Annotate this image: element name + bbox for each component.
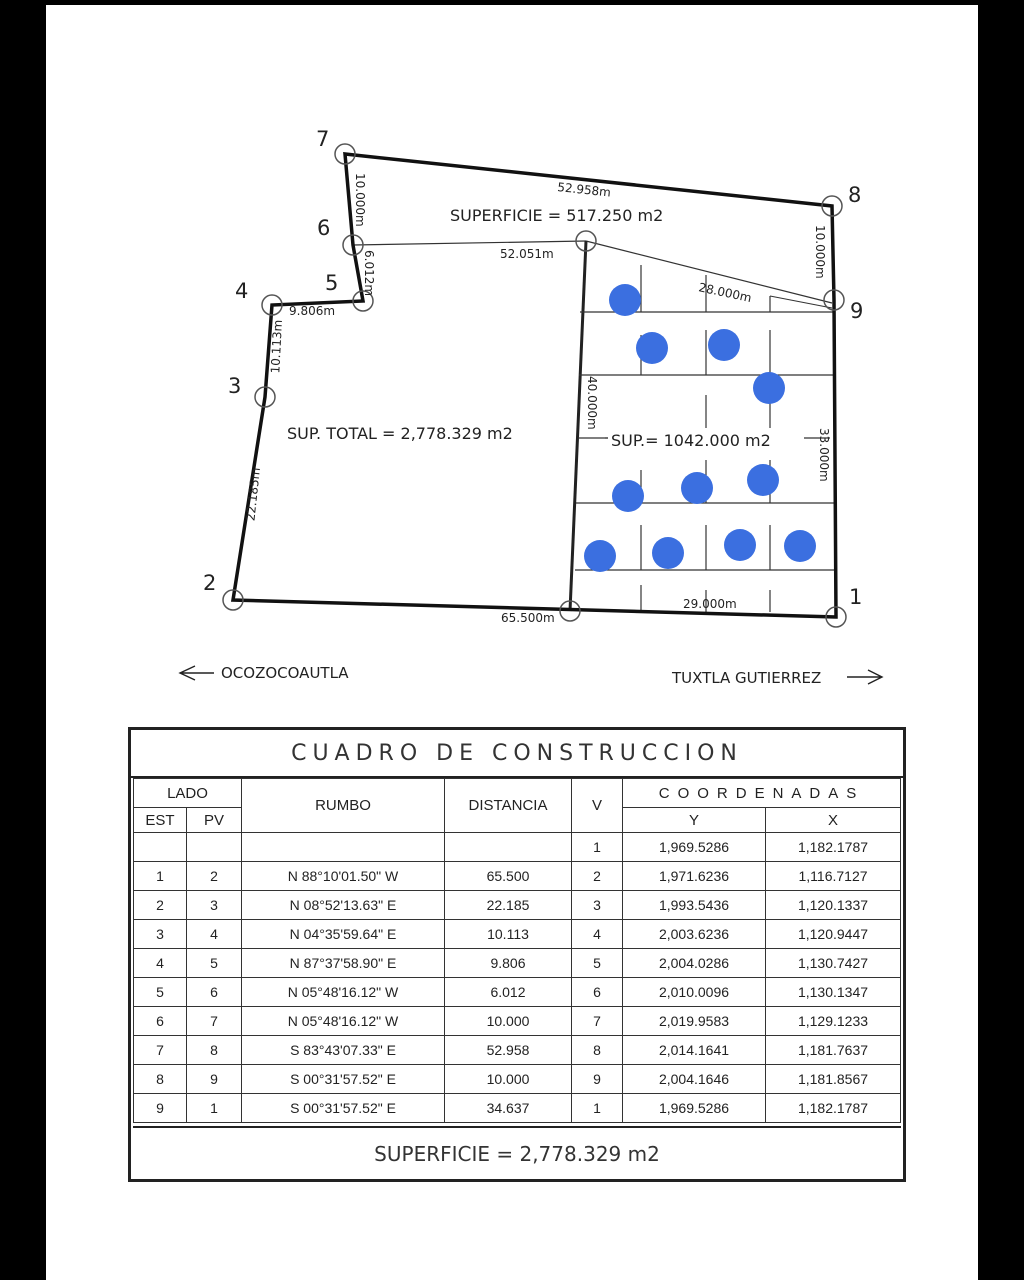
cell-rumbo: N 05°48'16.12" W [242, 1007, 445, 1036]
area-total-label: SUP. TOTAL = 2,778.329 m2 [287, 424, 513, 443]
dim-inner-right: 33.000m [817, 428, 831, 482]
cell-x: 1,116.7127 [766, 862, 901, 891]
cell-x: 1,129.1233 [766, 1007, 901, 1036]
area-upper-label: SUPERFICIE = 517.250 m2 [450, 206, 664, 225]
header-est: EST [134, 808, 187, 833]
cell-distancia: 65.500 [445, 862, 572, 891]
header-coordenadas: COORDENADAS [623, 779, 901, 808]
dim-8-9: 10.000m [813, 225, 827, 279]
cell-pv: 9 [187, 1065, 242, 1094]
cell-est: 8 [134, 1065, 187, 1094]
lot-marker-dot [612, 480, 644, 512]
cell-v: 7 [572, 1007, 623, 1036]
table-row [134, 978, 901, 1007]
lot-marker-dot [681, 472, 713, 504]
dim-inner-bottom: 29.000m [683, 597, 737, 611]
cell-y: 2,019.9583 [623, 1007, 766, 1036]
dim-inner-diagonal: 28.000m [697, 280, 753, 306]
table-row [134, 920, 901, 949]
cell-y: 1,993.5436 [623, 891, 766, 920]
table-row [134, 949, 901, 978]
table-row [134, 862, 901, 891]
cell-v: 9 [572, 1065, 623, 1094]
cell-pv: 7 [187, 1007, 242, 1036]
cell-pv: 5 [187, 949, 242, 978]
arrow-left-icon [180, 666, 214, 680]
cell-pv: 4 [187, 920, 242, 949]
cell-rumbo: S 00°31'57.52" E [242, 1065, 445, 1094]
cell-pv: 6 [187, 978, 242, 1007]
vertex-2-label: 2 [203, 571, 217, 595]
cell-v: 5 [572, 949, 623, 978]
cell-distancia: 34.637 [445, 1094, 572, 1123]
lot-marker-dot [724, 529, 756, 561]
table-row [134, 1065, 901, 1094]
cell-est: 7 [134, 1036, 187, 1065]
table-row [134, 1094, 901, 1123]
header-rumbo: RUMBO [242, 779, 445, 833]
dim-3-4: 10.113m [268, 319, 285, 374]
cell-v: 3 [572, 891, 623, 920]
cell-rumbo: N 88°10'01.50" W [242, 862, 445, 891]
internal-division-line [353, 241, 586, 245]
vertex-3-label: 3 [228, 374, 242, 398]
lot-marker-dot [708, 329, 740, 361]
table-row [134, 833, 901, 862]
table-title: CUADRO DE CONSTRUCCION [131, 730, 903, 778]
cell-x: 1,130.7427 [766, 949, 901, 978]
cell-rumbo [242, 833, 445, 862]
cell-est: 9 [134, 1094, 187, 1123]
cell-x: 1,181.8567 [766, 1065, 901, 1094]
cell-x: 1,120.1337 [766, 891, 901, 920]
arrow-right-icon [847, 670, 882, 684]
cell-rumbo: N 87°37'58.90" E [242, 949, 445, 978]
table-footer-area: SUPERFICIE = 2,778.329 m2 [133, 1126, 901, 1180]
cell-pv: 2 [187, 862, 242, 891]
header-lado: LADO [134, 779, 242, 808]
cell-rumbo: N 08°52'13.63" E [242, 891, 445, 920]
cell-x: 1,130.1347 [766, 978, 901, 1007]
cell-rumbo: N 05°48'16.12" W [242, 978, 445, 1007]
cell-y: 2,014.1641 [623, 1036, 766, 1065]
cell-est: 5 [134, 978, 187, 1007]
cell-v: 4 [572, 920, 623, 949]
cell-distancia: 10.000 [445, 1007, 572, 1036]
cell-y: 1,969.5286 [623, 1094, 766, 1123]
construction-grid [133, 778, 901, 1123]
cell-y: 2,003.6236 [623, 920, 766, 949]
vertex-7-label: 7 [316, 127, 330, 151]
dim-1-2: 65.500m [501, 611, 555, 625]
cell-y: 2,004.1646 [623, 1065, 766, 1094]
cell-x: 1,182.1787 [766, 1094, 901, 1123]
dim-inner-left: 40.000m [585, 376, 599, 430]
cell-pv: 8 [187, 1036, 242, 1065]
lot-marker-dot [584, 540, 616, 572]
lot-marker-dot [636, 332, 668, 364]
header-pv: PV [187, 808, 242, 833]
cell-est: 6 [134, 1007, 187, 1036]
vertex-1-label: 1 [849, 585, 863, 609]
vertex-5-label: 5 [325, 271, 339, 295]
construction-table [128, 727, 906, 1182]
inner-left-boundary [570, 241, 586, 611]
cell-v: 1 [572, 833, 623, 862]
cell-distancia: 10.113 [445, 920, 572, 949]
header-v: V [572, 779, 623, 833]
cell-x: 1,181.7637 [766, 1036, 901, 1065]
vertex-9-label: 9 [850, 299, 864, 323]
cell-x: 1,182.1787 [766, 833, 901, 862]
dim-6-7: 10.000m [353, 173, 367, 227]
cell-distancia: 22.185 [445, 891, 572, 920]
direction-left-label: OCOZOCOAUTLA [221, 664, 349, 682]
direction-left [180, 664, 349, 682]
cell-est: 3 [134, 920, 187, 949]
cell-pv: 3 [187, 891, 242, 920]
header-x: X [766, 808, 901, 833]
header-y: Y [623, 808, 766, 833]
cell-distancia: 52.958 [445, 1036, 572, 1065]
cell-v: 8 [572, 1036, 623, 1065]
dim-5-6: 6.012m [362, 250, 376, 297]
dim-7-8: 52.958m [556, 180, 612, 200]
cell-est: 2 [134, 891, 187, 920]
cell-rumbo: N 04°35'59.64" E [242, 920, 445, 949]
dim-2-3: 22.185m [243, 466, 263, 522]
dim-internal-top: 52.051m [500, 247, 554, 261]
cell-distancia: 6.012 [445, 978, 572, 1007]
cell-distancia: 10.000 [445, 1065, 572, 1094]
cell-est: 1 [134, 862, 187, 891]
cell-distancia [445, 833, 572, 862]
table-row [134, 1007, 901, 1036]
lot-marker-dot [652, 537, 684, 569]
cell-rumbo: S 00°31'57.52" E [242, 1094, 445, 1123]
lot-marker-dot [747, 464, 779, 496]
cell-x: 1,120.9447 [766, 920, 901, 949]
cell-est: 4 [134, 949, 187, 978]
direction-right-label: TUXTLA GUTIERREZ [672, 669, 822, 687]
area-inner-label: SUP.= 1042.000 m2 [611, 431, 771, 450]
cell-rumbo: S 83°43'07.33" E [242, 1036, 445, 1065]
cell-v: 1 [572, 1094, 623, 1123]
cell-v: 2 [572, 862, 623, 891]
vertex-8-label: 8 [848, 183, 862, 207]
lot-marker-dot [609, 284, 641, 316]
cell-distancia: 9.806 [445, 949, 572, 978]
vertex-4-label: 4 [235, 279, 249, 303]
cell-y: 2,010.0096 [623, 978, 766, 1007]
dim-4-5: 9.806m [289, 304, 336, 318]
direction-right [671, 669, 882, 687]
cell-pv [187, 833, 242, 862]
header-distancia: DISTANCIA [445, 779, 572, 833]
lot-marker-dot [784, 530, 816, 562]
table-row [134, 1036, 901, 1065]
cell-y: 2,004.0286 [623, 949, 766, 978]
vertex-6-label: 6 [317, 216, 331, 240]
cell-est [134, 833, 187, 862]
cell-pv: 1 [187, 1094, 242, 1123]
inner-diagonal-line-2 [770, 296, 832, 308]
cell-y: 1,971.6236 [623, 862, 766, 891]
lot-marker-dot [753, 372, 785, 404]
cell-v: 6 [572, 978, 623, 1007]
table-row [134, 891, 901, 920]
cell-y: 1,969.5286 [623, 833, 766, 862]
